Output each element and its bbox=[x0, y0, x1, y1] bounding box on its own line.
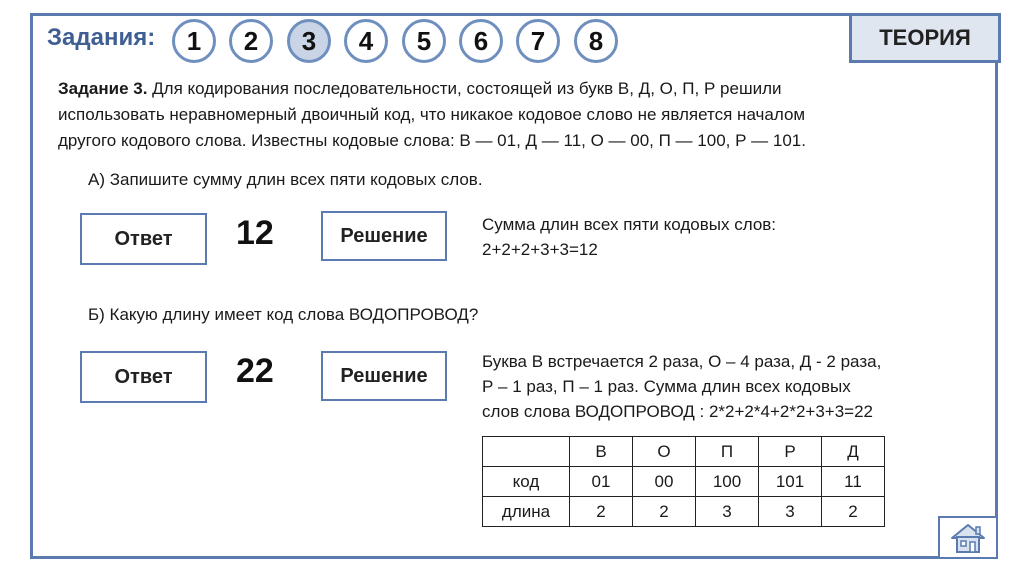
answer-b-value: 22 bbox=[236, 352, 274, 390]
table-cell: 3 bbox=[759, 497, 822, 527]
table-cell: код bbox=[483, 467, 570, 497]
solution-b-line-3: слов слова ВОДОПРОВОД : 2*2+2*4+2*2+3+3=22 bbox=[482, 402, 874, 421]
code-table bbox=[482, 436, 885, 527]
table-cell bbox=[483, 437, 570, 467]
solution-a-button[interactable]: Решение bbox=[321, 211, 447, 261]
task-4-button[interactable]: 4 bbox=[344, 19, 388, 63]
task-title: Задание 3. bbox=[58, 79, 148, 98]
table-cell: 01 bbox=[570, 467, 633, 497]
table-row bbox=[483, 467, 885, 497]
task-3-button[interactable]: 3 bbox=[287, 19, 331, 63]
question-a: А) Запишите сумму длин всех пяти кодовых слов. bbox=[88, 170, 483, 189]
table-cell: 2 bbox=[570, 497, 633, 527]
table-cell: Д bbox=[822, 437, 885, 467]
task-5-button[interactable]: 5 bbox=[402, 19, 446, 63]
question-b: Б) Какую длину имеет код слова ВОДОПРОВОД? bbox=[88, 305, 479, 324]
table-cell: 100 bbox=[696, 467, 759, 497]
table-cell: 00 bbox=[633, 467, 696, 497]
table-header-row bbox=[483, 437, 885, 467]
table-cell: В bbox=[570, 437, 633, 467]
task-line-2: использовать неравномерный двоичный код, что никакое кодовое слово не является началом bbox=[58, 105, 806, 124]
task-1-button[interactable]: 1 bbox=[172, 19, 216, 63]
solution-b-line-2: Р – 1 раз, П – 1 раз. Сумма длин всех кодовых bbox=[482, 377, 851, 396]
solution-a-line-1: Сумма длин всех пяти кодовых слов: bbox=[482, 215, 777, 234]
table-cell: О bbox=[633, 437, 696, 467]
solution-b-line-1: Буква В встречается 2 раза, О – 4 раза, Д - 2 раза, bbox=[482, 352, 882, 371]
solution-b-text bbox=[482, 349, 881, 424]
table-cell: 2 bbox=[822, 497, 885, 527]
solution-a-line-2: 2+2+2+3+3=12 bbox=[482, 240, 598, 259]
table-cell: 3 bbox=[696, 497, 759, 527]
task-line-3: другого кодового слова. Известны кодовые слова: В — 01, Д — 11, О — 00, П — 100, Р — 101. bbox=[58, 131, 806, 150]
table-cell: 2 bbox=[633, 497, 696, 527]
task-2-button[interactable]: 2 bbox=[229, 19, 273, 63]
table-cell: 101 bbox=[759, 467, 822, 497]
theory-button[interactable]: ТЕОРИЯ bbox=[849, 13, 1001, 63]
task-line-1: Для кодирования последовательности, состоящей из букв В, Д, О, П, Р решили bbox=[147, 79, 782, 98]
table-row bbox=[483, 497, 885, 527]
task-6-button[interactable]: 6 bbox=[459, 19, 503, 63]
answer-a-button[interactable]: Ответ bbox=[80, 213, 207, 265]
task-7-button[interactable]: 7 bbox=[516, 19, 560, 63]
task-statement bbox=[58, 76, 958, 154]
table-cell: 11 bbox=[822, 467, 885, 497]
table-cell: Р bbox=[759, 437, 822, 467]
solution-b-button[interactable]: Решение bbox=[321, 351, 447, 401]
task-8-button[interactable]: 8 bbox=[574, 19, 618, 63]
solution-a-text bbox=[482, 212, 776, 262]
table-cell: длина bbox=[483, 497, 570, 527]
home-button[interactable] bbox=[938, 516, 998, 559]
answer-b-button[interactable]: Ответ bbox=[80, 351, 207, 403]
tasks-label: Задания: bbox=[47, 24, 156, 51]
home-icon bbox=[948, 521, 988, 555]
table-cell: П bbox=[696, 437, 759, 467]
answer-a-value: 12 bbox=[236, 214, 274, 252]
